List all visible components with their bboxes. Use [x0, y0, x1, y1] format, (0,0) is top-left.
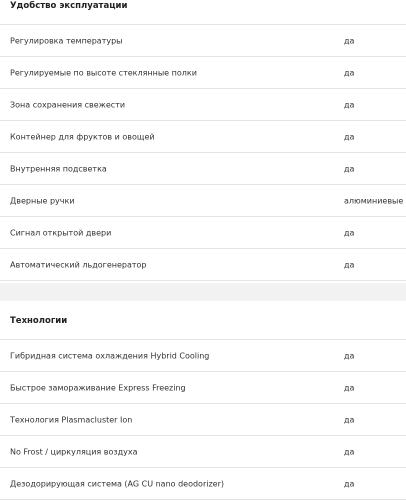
spec-label: Зона сохранения свежести [10, 100, 126, 110]
spec-label: Дезодорирующая система (AG CU nano deodorizer) [10, 479, 224, 489]
spec-row [0, 372, 406, 404]
row-divider [0, 280, 406, 281]
spec-value: да [344, 68, 355, 78]
spec-row [0, 340, 406, 372]
spec-value: да [344, 415, 355, 425]
spec-value: да [344, 479, 355, 489]
spec-label: Автоматический льдогенератор [10, 260, 147, 270]
section-title: Технологии [10, 316, 68, 326]
spec-value: алюминиевые [344, 196, 404, 206]
spec-value: да [344, 351, 355, 361]
spec-label: Внутренняя подсветка [10, 164, 107, 174]
spec-value: да [344, 164, 355, 174]
spec-row [0, 25, 406, 57]
spec-label: Контейнер для фруктов и овощей [10, 132, 155, 142]
spec-value: да [344, 100, 355, 110]
spec-value: да [344, 447, 355, 457]
spec-label: Дверные ручки [10, 196, 75, 206]
spec-label: No Frost / циркуляция воздуха [10, 447, 138, 457]
spec-row [0, 185, 406, 217]
spec-value: да [344, 383, 355, 393]
spec-label: Регулировка температуры [10, 36, 123, 46]
spec-row [0, 57, 406, 89]
spec-label: Быстрое замораживание Express Freezing [10, 383, 186, 393]
spec-label: Регулируемые по высоте стеклянные полки [10, 68, 197, 78]
spec-row [0, 249, 406, 281]
spec-label: Гибридная система охлаждения Hybrid Cooling [10, 351, 210, 361]
spec-value: да [344, 132, 355, 142]
spec-label: Сигнал открытой двери [10, 228, 112, 238]
section-title: Удобство эксплуатации [10, 1, 128, 11]
spec-row [0, 404, 406, 436]
spec-label: Технология Plasmacluster Ion [10, 415, 133, 425]
spec-value: да [344, 36, 355, 46]
spec-row [0, 468, 406, 500]
spec-row [0, 436, 406, 468]
spec-row [0, 121, 406, 153]
spec-value: да [344, 228, 355, 238]
spec-row [0, 153, 406, 185]
spec-row [0, 217, 406, 249]
spec-row [0, 89, 406, 121]
spec-value: да [344, 260, 355, 270]
section-gap [0, 283, 406, 301]
